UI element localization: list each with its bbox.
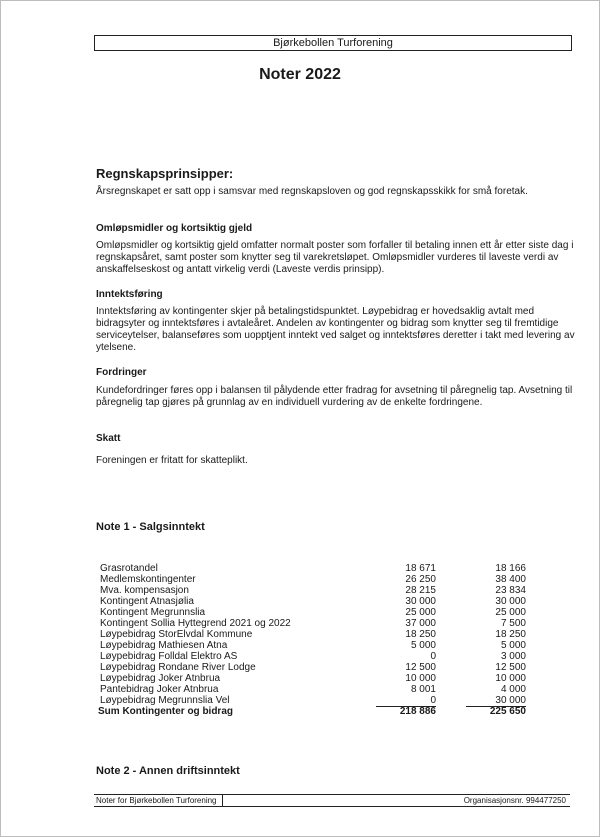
footer-document-name: Noter for Bjørkebollen Turforening (96, 795, 223, 806)
row-current-value: 18 250 (405, 629, 436, 640)
table-row (98, 585, 528, 596)
header-organization: Bjørkebollen Turforening (94, 35, 572, 51)
note1-title: Note 1 - Salgsinntekt (96, 521, 205, 533)
table-total-row (98, 706, 528, 717)
row-previous-value: 12 500 (495, 662, 526, 673)
section-heading-tax: Skatt (96, 433, 121, 444)
row-previous-value: 30 000 (466, 695, 526, 707)
row-current-value: 0 (376, 695, 436, 707)
total-current-value: 218 886 (399, 706, 436, 717)
row-label: Løypebidrag Megrunnslia Vel (100, 695, 230, 706)
table-row (98, 629, 528, 640)
row-current-value: 25 000 (405, 607, 436, 618)
row-previous-value: 18 250 (495, 629, 526, 640)
row-current-value: 28 215 (405, 585, 436, 596)
row-label: Grasrotandel (100, 563, 158, 574)
note1-table (98, 563, 528, 717)
row-current-value: 12 500 (405, 662, 436, 673)
row-label: Kontingent Atnasjølia (100, 596, 194, 607)
table-row (98, 618, 528, 629)
footer-org-number: Organisasjonsnr. 994477250 (463, 796, 566, 805)
principles-intro: Årsregnskapet er satt opp i samsvar med regnskapsloven og god regnskapsskikk for små foretak. (96, 186, 528, 197)
row-previous-value: 5 000 (500, 640, 526, 651)
row-current-value: 37 000 (405, 618, 436, 629)
section-text-receivables: Kundefordringer føres opp i balansen til pålydende etter fradrag for avsetning til påregnelig tap. Avsetning til påregnelig tap gjøres på grunnlag av en individuell vurdering av de enkelte fordringene. (96, 385, 573, 408)
table-row (98, 651, 528, 662)
table-row (98, 695, 528, 706)
total-label: Sum Kontingenter og bidrag (98, 706, 233, 717)
row-label: Løypebidrag Joker Atnbrua (100, 673, 221, 684)
row-label: Kontingent Sollia Hyttegrend 2021 og 2022 (100, 618, 291, 629)
row-previous-value: 18 166 (495, 563, 526, 574)
note2-title: Note 2 - Annen driftsinntekt (96, 765, 240, 777)
section-text-tax: Foreningen er fritatt for skatteplikt. (96, 455, 248, 466)
table-row (98, 596, 528, 607)
table-row (98, 673, 528, 684)
page-title: Noter 2022 (259, 66, 341, 83)
row-previous-value: 10 000 (495, 673, 526, 684)
principles-heading: Regnskapsprinsipper: (96, 166, 234, 181)
table-row (98, 684, 528, 695)
row-previous-value: 3 000 (500, 651, 526, 662)
table-row (98, 563, 528, 574)
section-heading-revenue: Inntektsføring (96, 289, 163, 300)
row-previous-value: 30 000 (495, 596, 526, 607)
row-label: Mva. kompensasjon (100, 585, 189, 596)
table-row (98, 574, 528, 585)
row-current-value: 18 671 (405, 563, 436, 574)
row-previous-value: 38 400 (495, 574, 526, 585)
row-previous-value: 7 500 (500, 618, 526, 629)
table-row (98, 607, 528, 618)
row-current-value: 26 250 (405, 574, 436, 585)
row-current-value: 5 000 (410, 640, 436, 651)
row-label: Kontingent Megrunnslia (100, 607, 206, 618)
row-previous-value: 4 000 (500, 684, 526, 695)
page-footer (94, 794, 570, 807)
table-row (98, 640, 528, 651)
row-label: Pantebidrag Joker Atnbrua (100, 684, 219, 695)
row-label: Løypebidrag Folldal Elektro AS (100, 651, 238, 662)
row-current-value: 8 001 (410, 684, 436, 695)
row-current-value: 0 (430, 651, 436, 662)
section-heading-receivables: Fordringer (96, 367, 147, 378)
row-label: Løypebidrag Mathiesen Atna (100, 640, 228, 651)
table-row (98, 662, 528, 673)
section-text-current-assets: Omløpsmidler og kortsiktig gjeld omfatter normalt poster som forfaller til betaling innen ett år etter siste dag i regnskapsåret, samt poster som knytter seg til varekretsløpet. Omløpsmidler vurderes til laveste verdi av anskaffelseskost og antatt virkelig verdi (Laveste verdis prinsipp). (96, 240, 574, 275)
row-label: Medlemskontingenter (100, 574, 196, 585)
row-previous-value: 23 834 (495, 585, 526, 596)
row-current-value: 30 000 (405, 596, 436, 607)
row-previous-value: 25 000 (495, 607, 526, 618)
row-label: Løypebidrag StorElvdal Kommune (100, 629, 253, 640)
section-heading-current-assets: Omløpsmidler og kortsiktig gjeld (96, 223, 253, 234)
section-text-revenue: Inntektsføring av kontingenter skjer på betalingstidspunktet. Løypebidrag er hovedsaklig avtalt med bidragsyter og inntektsføres i avtaleåret. Andelen av kontingenter og bidrag som knytter seg til fremtidige serviceytelser, balanseføres som uopptjent inntekt ved salget og inntektsføres deretter i takt med levering av ytelsene. (96, 306, 575, 353)
total-previous-value: 225 650 (489, 706, 526, 717)
row-label: Løypebidrag Rondane River Lodge (100, 662, 256, 673)
row-current-value: 10 000 (405, 673, 436, 684)
